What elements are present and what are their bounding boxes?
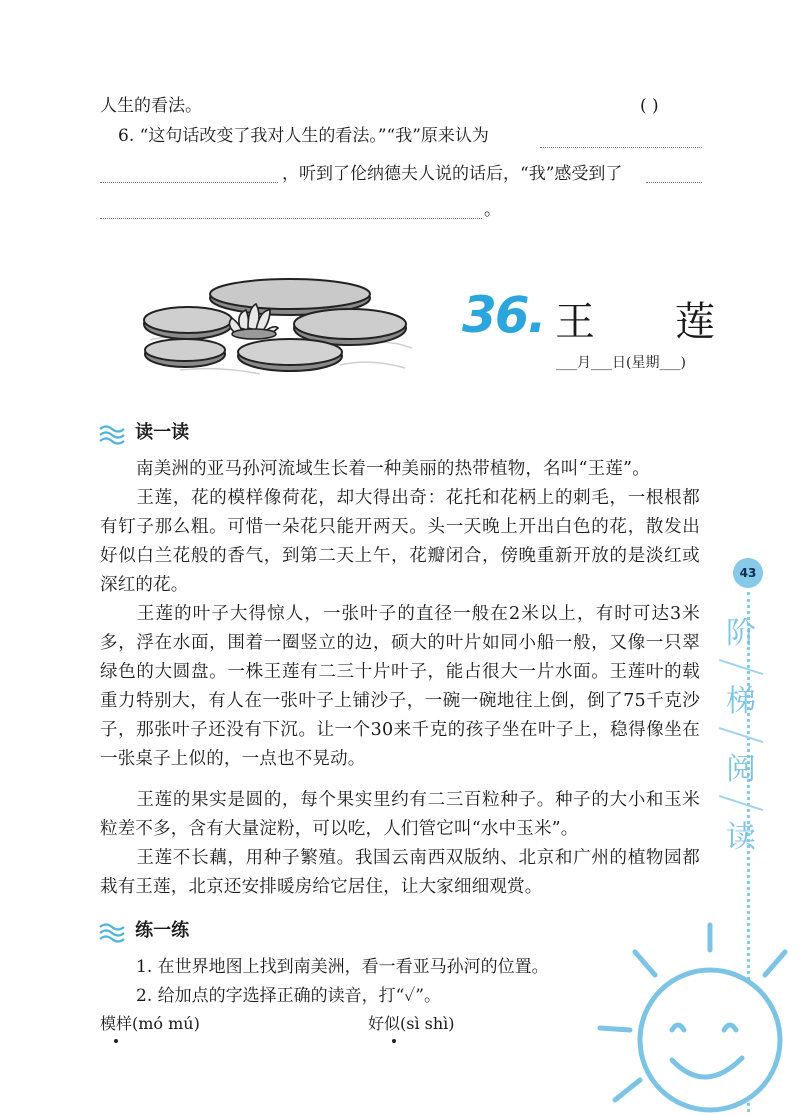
answer-paren: ( ): [640, 96, 659, 116]
practice-question-2: 2. 给加点的字选择正确的读音，打“✓”。: [136, 986, 441, 1006]
page-number-badge: 43: [733, 558, 763, 588]
side-dash: [719, 727, 763, 743]
side-char-3: 阅: [726, 752, 756, 787]
paragraph-2: 王莲，花的模样像荷花，却大得出奇：花托和花柄上的刺毛，一根根都有钉子那么粗。可惜一朵花只能开两天。头一天晚上开出白色的花，散发出好似白兰花般的香气，到第二天上午，花瓣闭合，傍晚重新开放的是淡红或深红的花。: [100, 488, 700, 595]
answer-blank-4[interactable]: [100, 200, 482, 219]
question-6-prefix: 6. “这句话改变了我对人生的看法。”“我”原来认为: [118, 126, 489, 146]
paragraph-3: 王莲的叶子大得惊人，一张叶子的直径一般在2米以上，有时可达3米多，浮在水面，围着一圈竖立的边，硕大的叶片如同小船一般，又像一只翠绿色的大圆盘。一株王莲有二三十片叶子，能占很大一片水面。王莲叶的载重力特别大，有人在一张叶子上铺沙子，一碗一碗地往上倒，倒了75千克沙子，那张叶子还没有下沉。让一个30来千克的孩子坐在叶子上，稳得像坐在一张桌子上似的，一点也不晃动。: [100, 604, 700, 769]
question-6-mid: ，听到了伦纳德夫人说的话后，“我”感受到了: [282, 164, 623, 184]
lesson-number: 36.: [462, 286, 545, 344]
emphasis-dot-1: [114, 1039, 118, 1043]
side-char-2: 梯: [726, 684, 756, 719]
wave-icon: [98, 423, 130, 445]
question-6-end: 。: [484, 200, 501, 220]
paragraph-1: 南美洲的亚马孙河流域生长着一种美丽的热带植物，名叫“王莲”。: [136, 459, 650, 479]
answer-blank-2[interactable]: [100, 164, 278, 183]
water-lily-illustration: [140, 270, 420, 385]
prev-question-tail: 人生的看法。: [100, 96, 202, 116]
practice-section-heading: [98, 916, 189, 943]
side-char-4: 读: [726, 820, 756, 855]
answer-blank-3[interactable]: [646, 164, 702, 183]
side-dash: [719, 795, 763, 811]
read-heading-text: 读一读: [135, 422, 190, 443]
answer-blank-1[interactable]: [540, 129, 702, 148]
paragraph-5: 王莲不长藕，用种子繁殖。我国云南西双版纳、北京和广州的植物园都栽有王莲，北京还安排暖房给它居住，让大家细细观赏。: [100, 848, 700, 897]
side-dash: [719, 659, 763, 675]
pinyin-item-1[interactable]: 模样(mó mú): [100, 1014, 200, 1033]
emphasis-dot-2: [392, 1039, 396, 1043]
practice-question-1: 1. 在世界地图上找到南美洲，看一看亚马孙河的位置。: [136, 957, 549, 977]
lesson-title: 王 莲: [555, 299, 715, 345]
pinyin-item-2[interactable]: 好似(sì shì): [368, 1014, 455, 1033]
date-line: ___月___日(星期___): [556, 355, 686, 371]
practice-heading-text: 练一练: [135, 920, 190, 941]
side-char-1: 阶: [726, 616, 756, 651]
paragraph-4: 王莲的果实是圆的，每个果实里约有二三百粒种子。种子的大小和玉米粒差不多，含有大量淀粉，可以吃，人们管它叫“水中玉米”。: [100, 790, 700, 839]
wave-icon: [98, 921, 130, 943]
question-6-line1: [118, 124, 489, 148]
read-section-heading: [98, 418, 189, 445]
smiling-sun-icon: [560, 880, 800, 1115]
